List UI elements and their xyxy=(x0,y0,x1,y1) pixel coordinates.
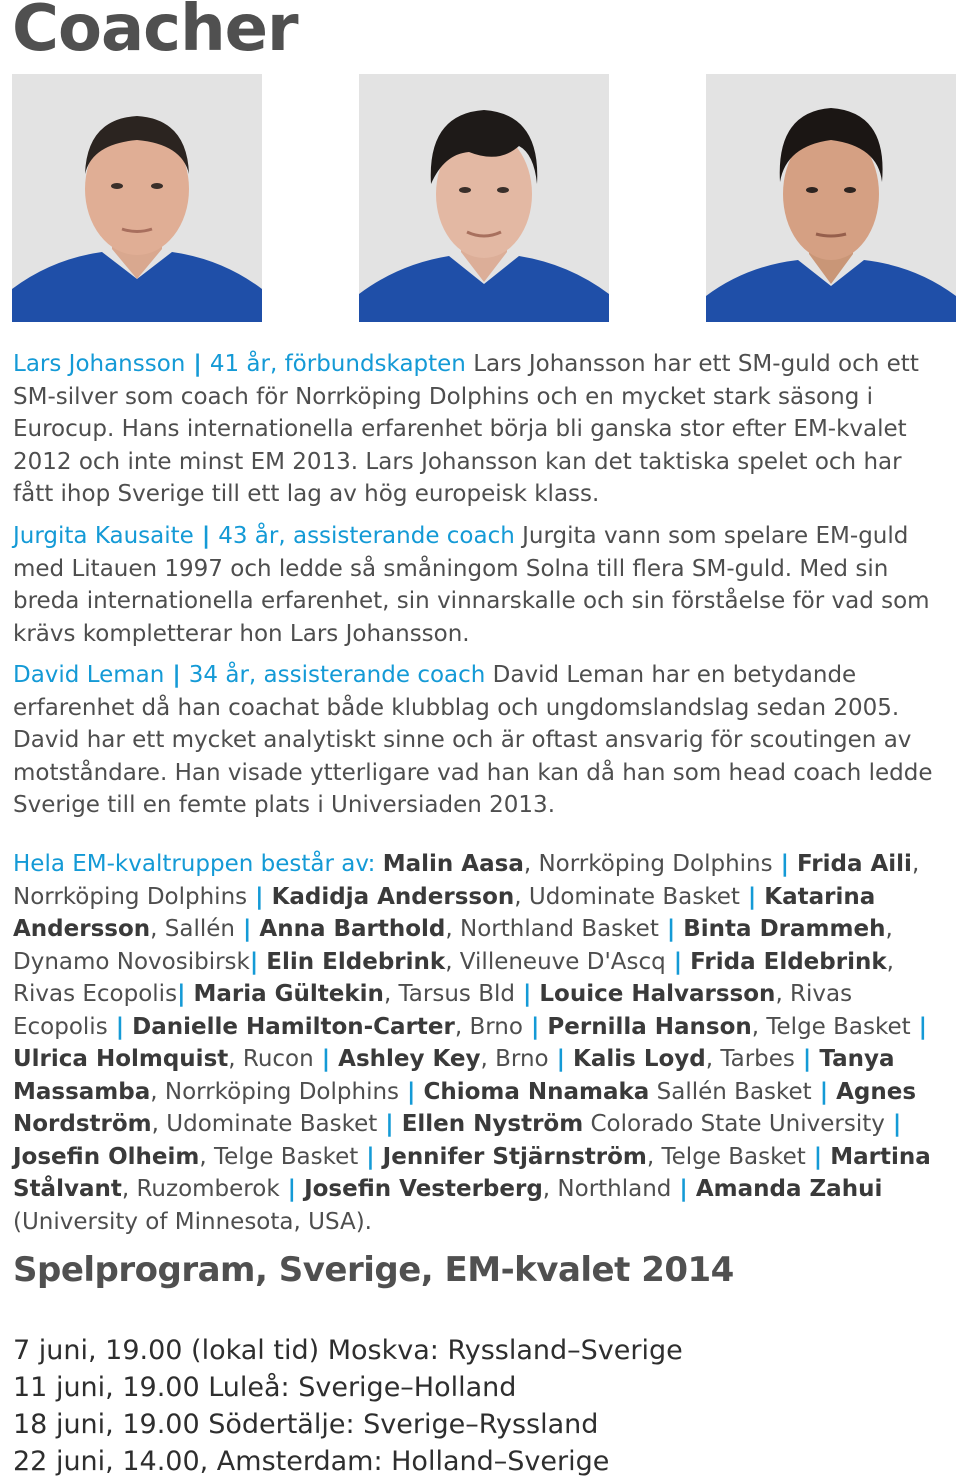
separator: | xyxy=(234,916,260,942)
player-name: Chioma Nnamaka xyxy=(423,1078,650,1105)
separator: | xyxy=(249,948,267,975)
player-club: , Telge Basket xyxy=(751,1013,911,1040)
coach-bio-jurgita-kausaite xyxy=(13,520,948,650)
player-name: Binta Drammeh xyxy=(683,916,886,942)
player-name: Pernilla Hanson xyxy=(547,1013,752,1040)
coach-photo-david-leman xyxy=(706,74,956,322)
coach-role: 41 år, förbundskapten xyxy=(209,351,466,377)
player-club: , Brno xyxy=(480,1046,549,1072)
schedule-list xyxy=(13,1332,683,1480)
coach-role: 43 år, assisterande coach xyxy=(218,523,515,549)
portrait-image xyxy=(359,74,609,322)
player-name: Frida Aili xyxy=(797,851,912,877)
coach-role: 34 år, assisterande coach xyxy=(188,662,486,688)
page-title: Coacher xyxy=(12,0,298,66)
separator: | xyxy=(522,1013,548,1040)
separator: | xyxy=(185,351,210,377)
coach-bio-david-leman xyxy=(13,659,948,822)
player-name: Kalis Loyd xyxy=(573,1046,706,1072)
separator: | xyxy=(164,662,189,688)
separator: | xyxy=(177,981,194,1007)
schedule-game: 11 juni, 19.00 Luleå: Sverige–Holland xyxy=(13,1372,517,1403)
schedule-game: 22 juni, 14.00, Amsterdam: Holland–Sverige xyxy=(13,1446,610,1477)
player-club: , Udominate Basket xyxy=(514,883,740,910)
player-club: (University of Minnesota, USA). xyxy=(13,1208,372,1235)
coach-bio-text: Lars Johansson har ett SM-guld och ett SM-silver som coach för Norrköping Dolphins och en mycket stark säsong i Eurocup. Hans internationella erfarenhet börja bli ganska stor efter EM-kvalet 2012 och inte minst EM 2013. Lars Johansson kan det taktiska spelet och har fått ihop Sverige till ett lag av hög europeisk klass. xyxy=(13,351,919,507)
player-club: , Norrköping Dolphins xyxy=(150,1078,400,1105)
player-name: Anna Barthold xyxy=(259,916,446,942)
coach-name: Jurgita Kausaite xyxy=(13,523,194,549)
player-name: Ashley Key xyxy=(338,1046,481,1072)
coach-name: David Leman xyxy=(13,662,165,688)
player-club: Colorado State University xyxy=(583,1111,885,1137)
separator: | xyxy=(805,1143,831,1170)
player-name: Jennifer Stjärnström xyxy=(382,1143,647,1170)
player-club: , Rucon xyxy=(228,1046,314,1072)
player-name: Tanya Massamba xyxy=(13,1046,895,1105)
player-name: Frida Eldebrink xyxy=(690,948,887,975)
coach-bio-text: Jurgita vann som spelare EM-guld med Litauen 1997 och ledde så småningom Solna till flera SM-guld. Med sin breda internationella erfarenhet, sin vinnarskalle och sin förståelse för vad som krävs kompletterar hon Lars Johansson. xyxy=(13,523,930,647)
player-club: , Ruzomberok xyxy=(121,1176,280,1202)
squad-intro: Hela EM-kvaltruppen består av: xyxy=(13,851,383,877)
player-name: Josefin Olheim xyxy=(13,1143,200,1170)
player-name: Amanda Zahui xyxy=(695,1176,883,1202)
separator: | xyxy=(884,1111,902,1137)
player-club: , Telge Basket xyxy=(646,1143,806,1170)
separator: | xyxy=(739,883,765,910)
schedule-title: Spelprogram, Sverige, EM-kvalet 2014 xyxy=(13,1250,734,1290)
coach-photo-jurgita-kausaite xyxy=(359,74,609,322)
coach-photo-lars-johansson xyxy=(12,74,262,322)
player-club: , Villeneuve D'Ascq xyxy=(445,948,666,975)
separator: | xyxy=(247,883,272,910)
separator: | xyxy=(548,1046,574,1072)
player-name: Danielle Hamilton-Carter xyxy=(132,1013,455,1040)
player-club: , Telge Basket xyxy=(199,1143,359,1170)
player-club: , Dynamo Novosibirsk xyxy=(13,916,893,975)
coach-name: Lars Johansson xyxy=(13,351,186,377)
separator: | xyxy=(811,1078,837,1105)
separator: | xyxy=(910,1013,928,1040)
portrait-image xyxy=(706,74,956,322)
player-club: , Rivas Ecopolis xyxy=(13,948,894,1007)
player-name: Josefin Vesterberg xyxy=(304,1176,543,1202)
separator: | xyxy=(794,1046,820,1072)
player-club: , Tarbes xyxy=(705,1046,795,1072)
player-name: Martina Stålvant xyxy=(13,1143,931,1202)
player-club: , Udominate Basket xyxy=(151,1111,378,1137)
separator: | xyxy=(399,1078,424,1105)
player-club: , Norrköping Dolphins xyxy=(523,851,773,877)
player-club: , Northland xyxy=(542,1176,672,1202)
player-name: Ellen Nyström xyxy=(401,1111,584,1137)
schedule-game: 18 juni, 19.00 Södertälje: Sverige–Ryssland xyxy=(13,1409,599,1440)
separator: | xyxy=(377,1111,402,1137)
player-club: , Brno xyxy=(454,1013,523,1040)
portrait-image xyxy=(12,74,262,322)
player-name: Ulrica Holmquist xyxy=(13,1046,229,1072)
player-name: Elin Eldebrink xyxy=(266,948,446,975)
separator: | xyxy=(358,1143,383,1170)
player-name: Malin Aasa xyxy=(382,851,524,877)
player-name: Agnes Nordström xyxy=(13,1078,917,1137)
player-name: Maria Gültekin xyxy=(193,981,384,1007)
player-club: , Northland Basket xyxy=(445,916,659,942)
separator: | xyxy=(193,523,219,549)
schedule-game: 7 juni, 19.00 (lokal tid) Moskva: Ryssland–Sverige xyxy=(13,1335,683,1366)
player-name: Louice Halvarsson xyxy=(539,981,776,1007)
coach-bio-text: David Leman har en betydande erfarenhet då han coachat både klubblag och ungdomslandslag sedan 2005. David har ett mycket analytiskt sinne och är oftast ansvarig för scoutingen av motståndare. Han visade ytterligare vad han kan då han som head coach ledde Sverige till en femte plats i Universiaden 2013. xyxy=(13,662,933,818)
separator: | xyxy=(772,851,798,877)
separator: | xyxy=(279,1176,305,1202)
separator: | xyxy=(107,1013,133,1040)
player-name: Katarina Andersson xyxy=(13,883,876,942)
squad-paragraph xyxy=(13,848,948,1238)
player-name: Kadidja Andersson xyxy=(271,883,515,910)
player-club: , Norrköping Dolphins xyxy=(13,851,920,910)
separator: | xyxy=(665,948,691,975)
player-club: Sallén Basket xyxy=(649,1078,812,1105)
separator: | xyxy=(313,1046,339,1072)
separator: | xyxy=(658,916,684,942)
separator: | xyxy=(671,1176,696,1202)
player-club: , Rivas Ecopolis xyxy=(13,981,853,1040)
separator: | xyxy=(514,981,540,1007)
player-club: , Sallén xyxy=(150,916,235,942)
coach-bio-lars-johansson xyxy=(13,348,948,511)
player-club: , Tarsus Bld xyxy=(383,981,515,1007)
